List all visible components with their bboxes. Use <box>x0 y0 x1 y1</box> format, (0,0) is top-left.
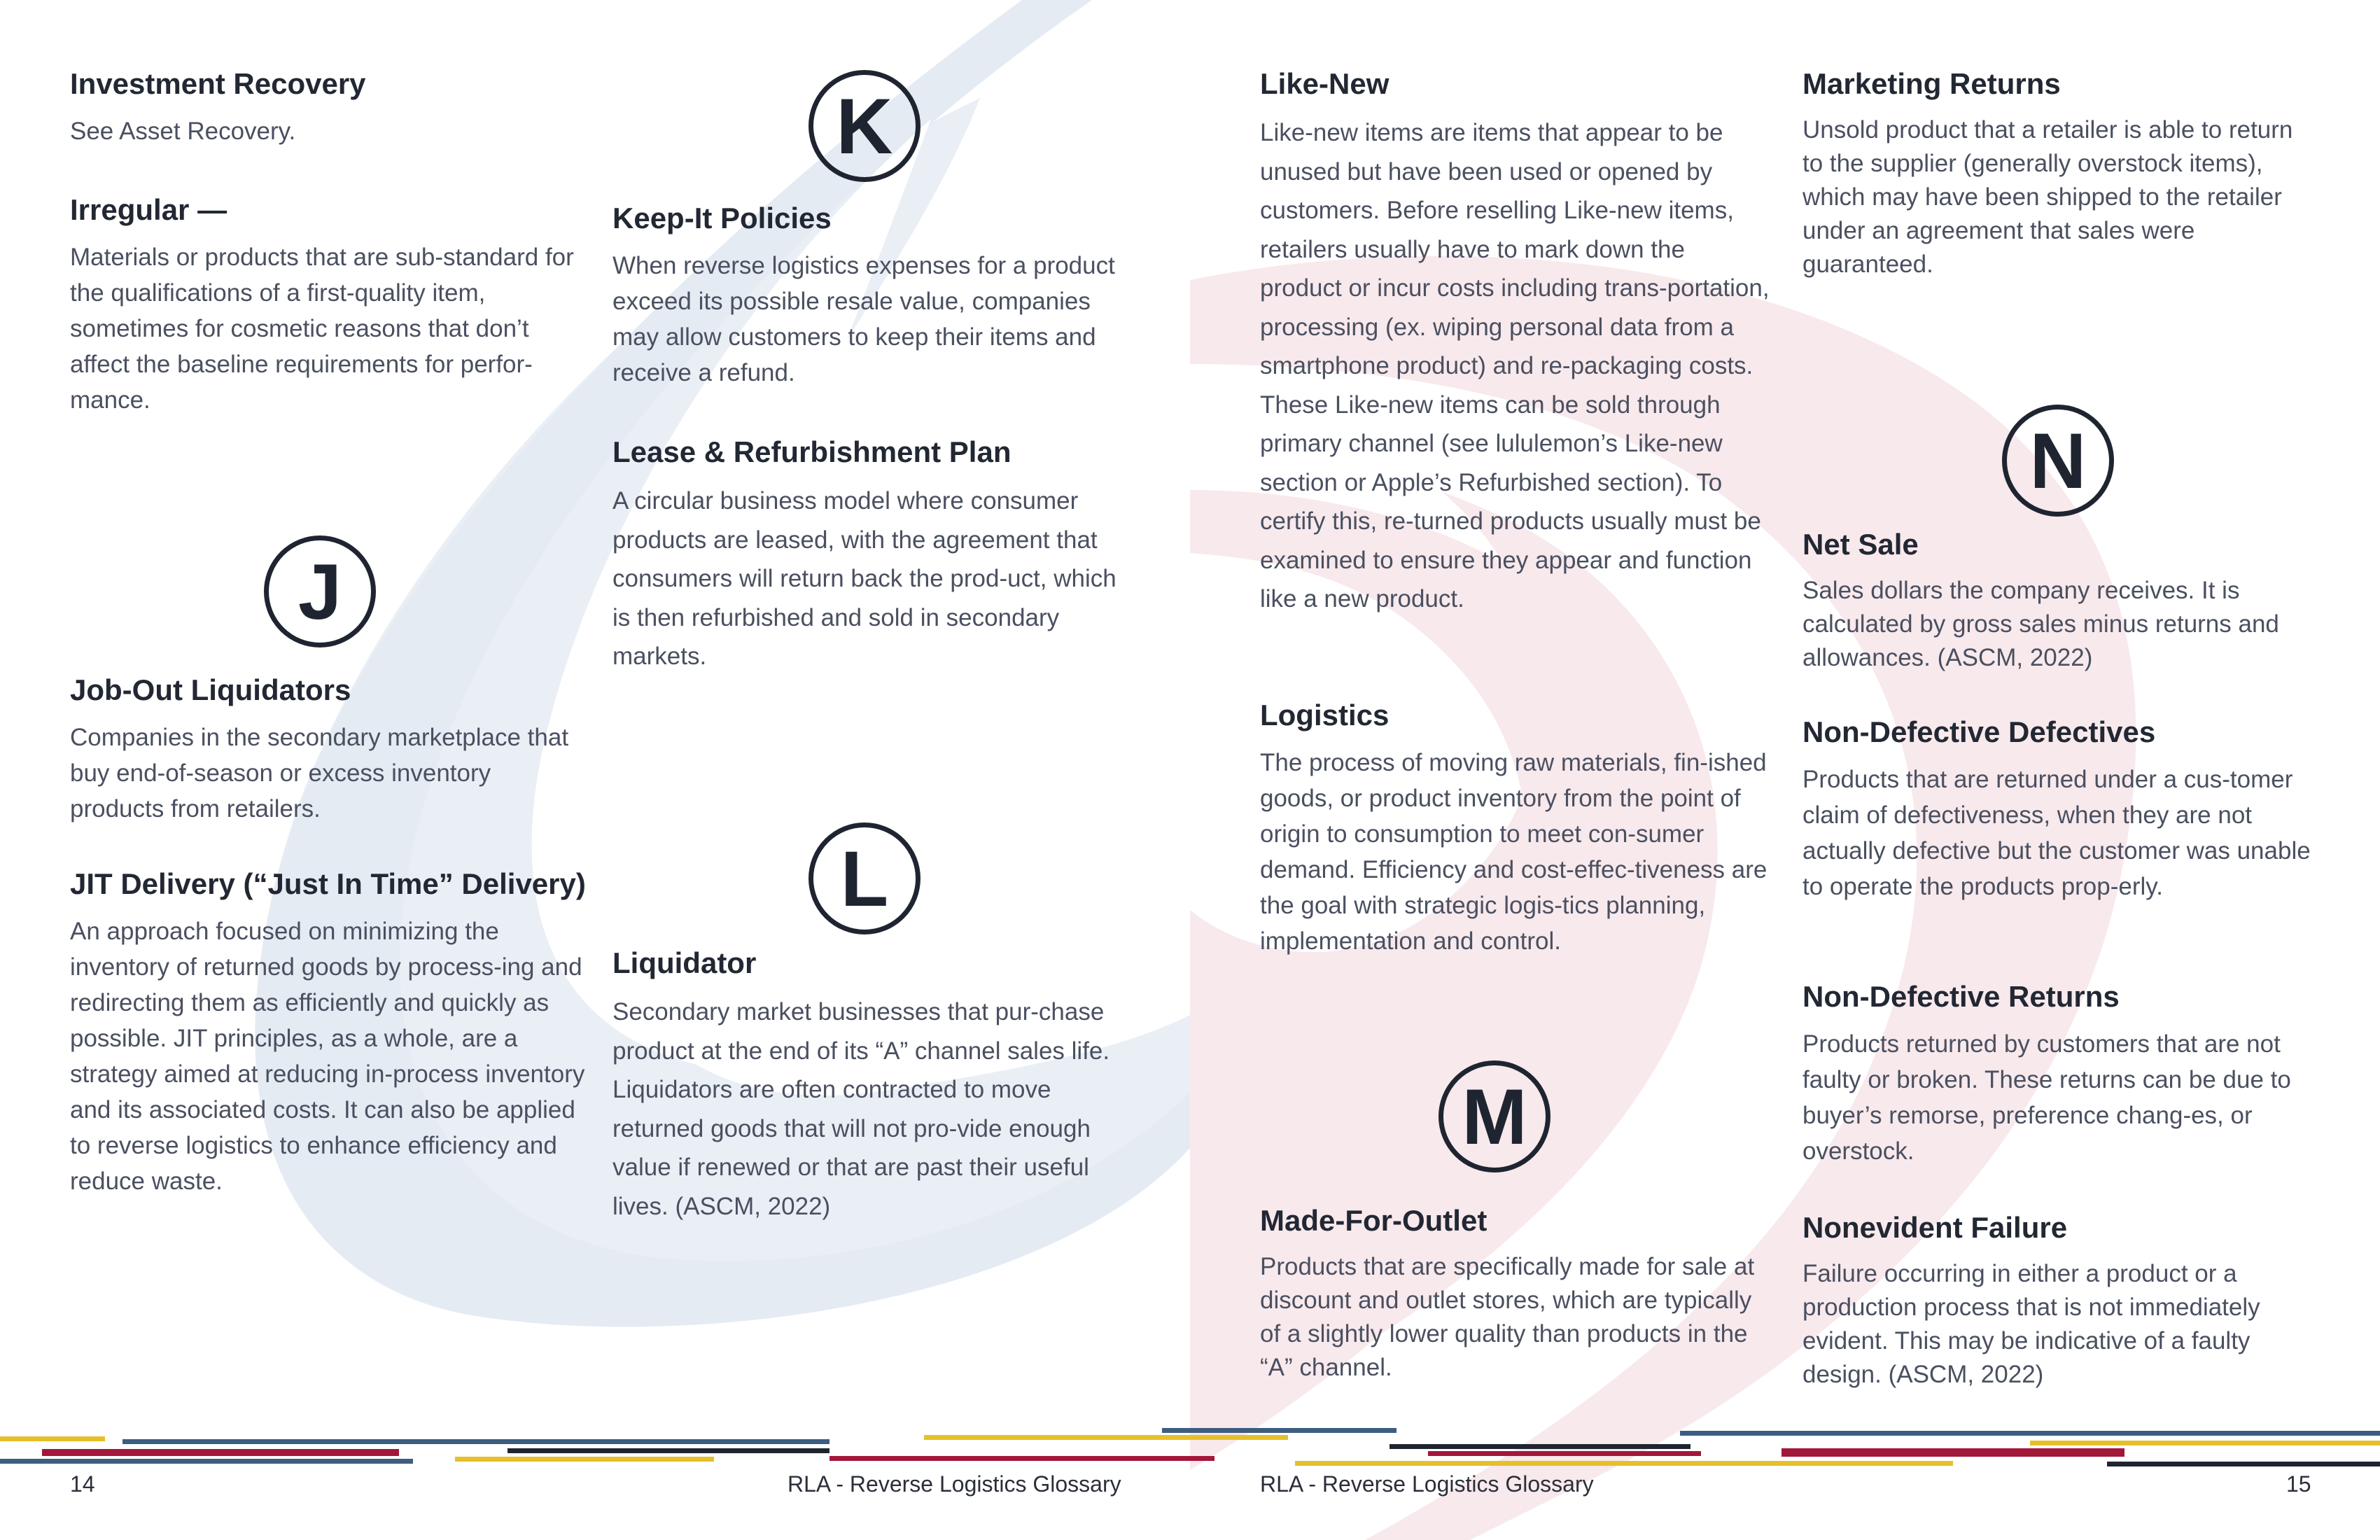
stripe <box>455 1457 714 1462</box>
term-title: Marketing Returns <box>1802 67 2061 100</box>
entry-logistics <box>1260 697 1771 959</box>
stripe <box>830 1456 1214 1461</box>
term-title: Net Sale <box>1802 528 1919 561</box>
entry-irregular <box>70 192 588 418</box>
term-definition: Failure occurring in either a product or a production process that is not immediately evident. This may be indicative of a faulty design. (ASCM, 2022) <box>1802 1260 2260 1388</box>
term-definition: An approach focused on minimizing the inventory of returned goods by process-ing and redirecting them as efficiently and quickly as possible. JIT principles, as a whole, are a strategy aimed at reducing in-process inventory and its associated costs. It can also be applied to reverse logistics to enhance efficiency and reduce waste. <box>70 918 585 1195</box>
section-letter-l: L <box>808 822 920 934</box>
stripe <box>1295 1461 1953 1466</box>
stripe <box>1428 1451 1701 1456</box>
term-title: Nonevident Failure <box>1802 1211 2068 1244</box>
term-definition: See Asset Recovery. <box>70 118 296 145</box>
running-title-right: RLA - Reverse Logistics Glossary <box>1260 1471 1594 1497</box>
entry-investment-recovery <box>70 66 588 149</box>
section-letter-m: M <box>1438 1060 1550 1172</box>
term-title: Lease & Refurbishment Plan <box>612 435 1011 468</box>
term-definition: Companies in the secondary marketplace that buy end-of-season or excess inventory products from retailers. <box>70 724 569 822</box>
section-letter-k: K <box>808 70 920 182</box>
stripe <box>1162 1428 1396 1433</box>
term-definition: Materials or products that are sub-standard for the qualifications of a first-quality item, sometimes for cosmetic reasons that don’t affect the baseline requirements for perfor-mance. <box>70 244 574 414</box>
term-title: Job-Out Liquidators <box>70 673 351 706</box>
page-number-right: 15 <box>2286 1471 2311 1497</box>
term-definition: Like-new items are items that appear to be unused but have been used or opened by customers. Before reselling Like-new items, retailers usually have to mark down the product or incur costs including trans-portation, processing (ex. wiping personal data from a smartphone product) and re-packaging costs. These Like-new items can be sold through primary channel (see lululemon’s Like-new section or Apple’s Refurbished section). To certify this, re-turned products usually must be examined to ensure they appear and function like a new product. <box>1260 119 1770 612</box>
entry-liquidator <box>612 945 1130 1226</box>
entry-jit-delivery <box>70 866 588 1199</box>
entry-keep-it-policies <box>612 200 1130 391</box>
stripe <box>0 1436 105 1441</box>
term-definition: Secondary market businesses that pur-chase product at the end of its “A” channel sales life. Liquidators are often contracted to move returned goods that will not pro-vide enough value if renewed or that are past their useful lives. (ASCM, 2022) <box>612 998 1110 1220</box>
term-definition: Products that are specifically made for sale at discount and outlet stores, which are typically of a slightly lower quality than products in the “A” channel. <box>1260 1253 1755 1381</box>
stripe <box>2107 1462 2380 1466</box>
entry-marketing-returns <box>1802 66 2314 281</box>
term-title: JIT Delivery (“Just In Time” Delivery) <box>70 867 586 900</box>
term-title: Like-New <box>1260 67 1390 100</box>
entry-made-for-outlet <box>1260 1203 1771 1385</box>
term-title: Liquidator <box>612 946 757 979</box>
entry-non-defective-returns <box>1802 979 2314 1169</box>
term-title: Keep-It Policies <box>612 202 832 234</box>
section-letter-n: N <box>2002 405 2114 517</box>
term-definition: A circular business model where consumer products are leased, with the agreement that consumers will return back the prod-uct, which is then refurbished and sold in secondary markets. <box>612 487 1116 670</box>
term-definition: Products returned by customers that are not faulty or broken. These returns can be due to buyer’s remorse, preference chang-es, or overstock. <box>1802 1030 2291 1165</box>
stripe <box>122 1439 830 1444</box>
section-letter-j: J <box>264 536 376 648</box>
stripe <box>1390 1444 1690 1449</box>
stripe <box>1782 1448 2124 1457</box>
stripe <box>1680 1431 2380 1436</box>
term-title: Made-For-Outlet <box>1260 1204 1488 1237</box>
entry-lease-refurbishment-plan <box>612 434 1130 676</box>
entry-net-sale <box>1802 526 2314 675</box>
stripe <box>0 1459 413 1464</box>
term-title: Non-Defective Returns <box>1802 980 2120 1013</box>
stripe <box>507 1448 830 1453</box>
term-title: Logistics <box>1260 699 1390 732</box>
entry-job-out-liquidators <box>70 672 588 827</box>
running-title-left: RLA - Reverse Logistics Glossary <box>788 1471 1121 1497</box>
stripe <box>924 1435 1288 1440</box>
entry-like-new <box>1260 66 1771 619</box>
term-definition: Products that are returned under a cus-tomer claim of defectiveness, when they are not actually defective but the customer was unable to operate the products prop-erly. <box>1802 766 2311 900</box>
term-definition: The process of moving raw materials, fin-ished goods, or product inventory from the point of origin to consumption to meet con-sumer demand. Efficiency and cost-effec-tiveness are the goal with strategic logis-tics planning, implementation and control. <box>1260 749 1768 955</box>
term-definition: When reverse logistics expenses for a product exceed its possible resale value, companies may allow customers to keep their items and receive a refund. <box>612 252 1115 386</box>
term-title: Irregular — <box>70 193 227 226</box>
term-definition: Sales dollars the company receives. It is calculated by gross sales minus returns and allowances. (ASCM, 2022) <box>1802 577 2279 671</box>
term-definition: Unsold product that a retailer is able to return to the supplier (generally overstock items), which may have been shipped to the retailer under an agreement that sales were guaranteed. <box>1802 116 2293 278</box>
stripe <box>42 1449 399 1456</box>
entry-non-defective-defectives <box>1802 714 2314 904</box>
page-number-left: 14 <box>70 1471 95 1497</box>
entry-nonevident-failure <box>1802 1210 2314 1392</box>
stripe <box>2030 1441 2380 1446</box>
term-title: Investment Recovery <box>70 67 366 100</box>
term-title: Non-Defective Defectives <box>1802 715 2156 748</box>
